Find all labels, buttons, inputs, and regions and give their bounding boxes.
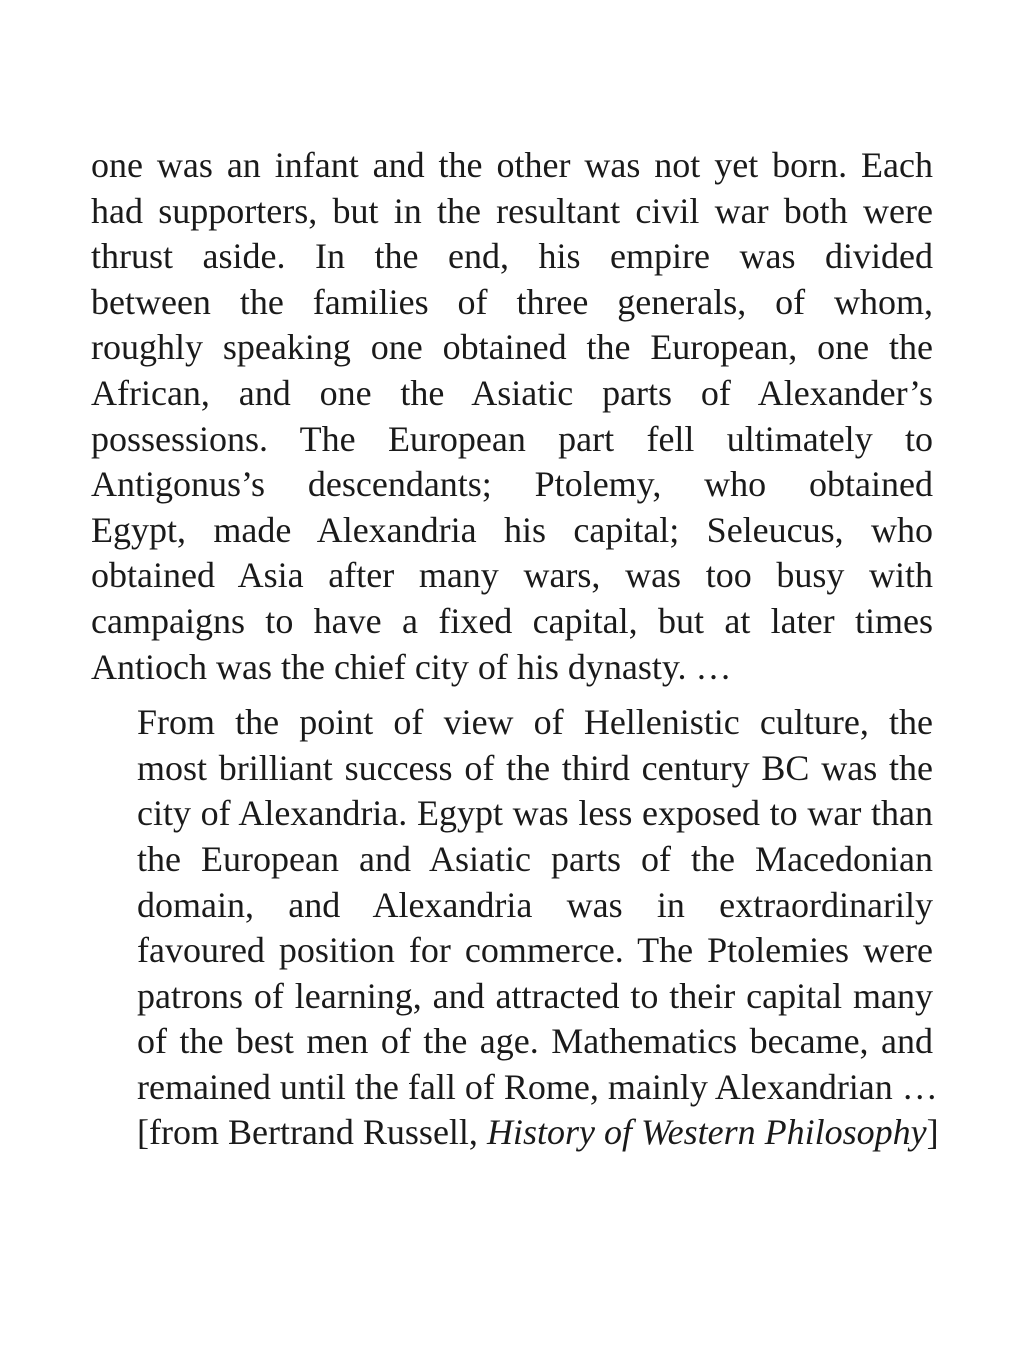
paragraph-line: city of Alexandria. Egypt was less exposed to war than xyxy=(137,793,933,834)
paragraph-line: thrust aside. In the end, his empire was divided xyxy=(91,236,933,277)
paragraph-line: the European and Asiatic parts of the Macedonian xyxy=(137,838,933,879)
paragraph-line: roughly speaking one obtained the European, one the xyxy=(91,327,933,368)
citation-title: History of Western Philosophy xyxy=(486,1112,927,1153)
paragraph-line: patrons of learning, and attracted to their capital many xyxy=(137,975,933,1016)
paragraph-line: campaigns to have a fixed capital, but at later times xyxy=(91,600,933,641)
paragraph-line: most brilliant success of the third century BC was the xyxy=(137,747,933,788)
paragraph-2 xyxy=(91,700,939,1156)
paragraph-line: Egypt, made Alexandria his capital; Seleucus, who xyxy=(91,509,933,550)
paragraph-1 xyxy=(91,143,933,690)
paragraph-line: one was an infant and the other was not yet born. Each xyxy=(91,145,933,185)
paragraph-line: favoured position for commerce. The Ptolemies were xyxy=(137,930,933,971)
paragraph-line: African, and one the Asiatic parts of Alexander’s xyxy=(91,372,933,413)
paragraph-line: Antigonus’s descendants; Ptolemy, who obtained xyxy=(91,464,933,505)
paragraph-line: domain, and Alexandria was in extraordinarily xyxy=(137,884,933,925)
paragraph-line: remained until the fall of Rome, mainly Alexandrian … xyxy=(137,1066,938,1107)
document-page xyxy=(91,143,939,1166)
citation-prefix: [from Bertrand Russell, xyxy=(137,1112,487,1153)
paragraph-line: From the point of view of Hellenistic culture, the xyxy=(137,702,933,743)
citation xyxy=(91,1110,939,1156)
paragraph-line: between the families of three generals, of whom, xyxy=(91,281,933,322)
paragraph-line: possessions. The European part fell ultimately to xyxy=(91,418,933,459)
citation-suffix: ] xyxy=(926,1112,939,1153)
paragraph-line: Antioch was the chief city of his dynasty. … xyxy=(91,646,732,687)
paragraph-line: of the best men of the age. Mathematics became, and xyxy=(137,1021,933,1062)
paragraph-line: obtained Asia after many wars, was too busy with xyxy=(91,555,933,596)
paragraph-line: had supporters, but in the resultant civil war both were xyxy=(91,190,933,231)
